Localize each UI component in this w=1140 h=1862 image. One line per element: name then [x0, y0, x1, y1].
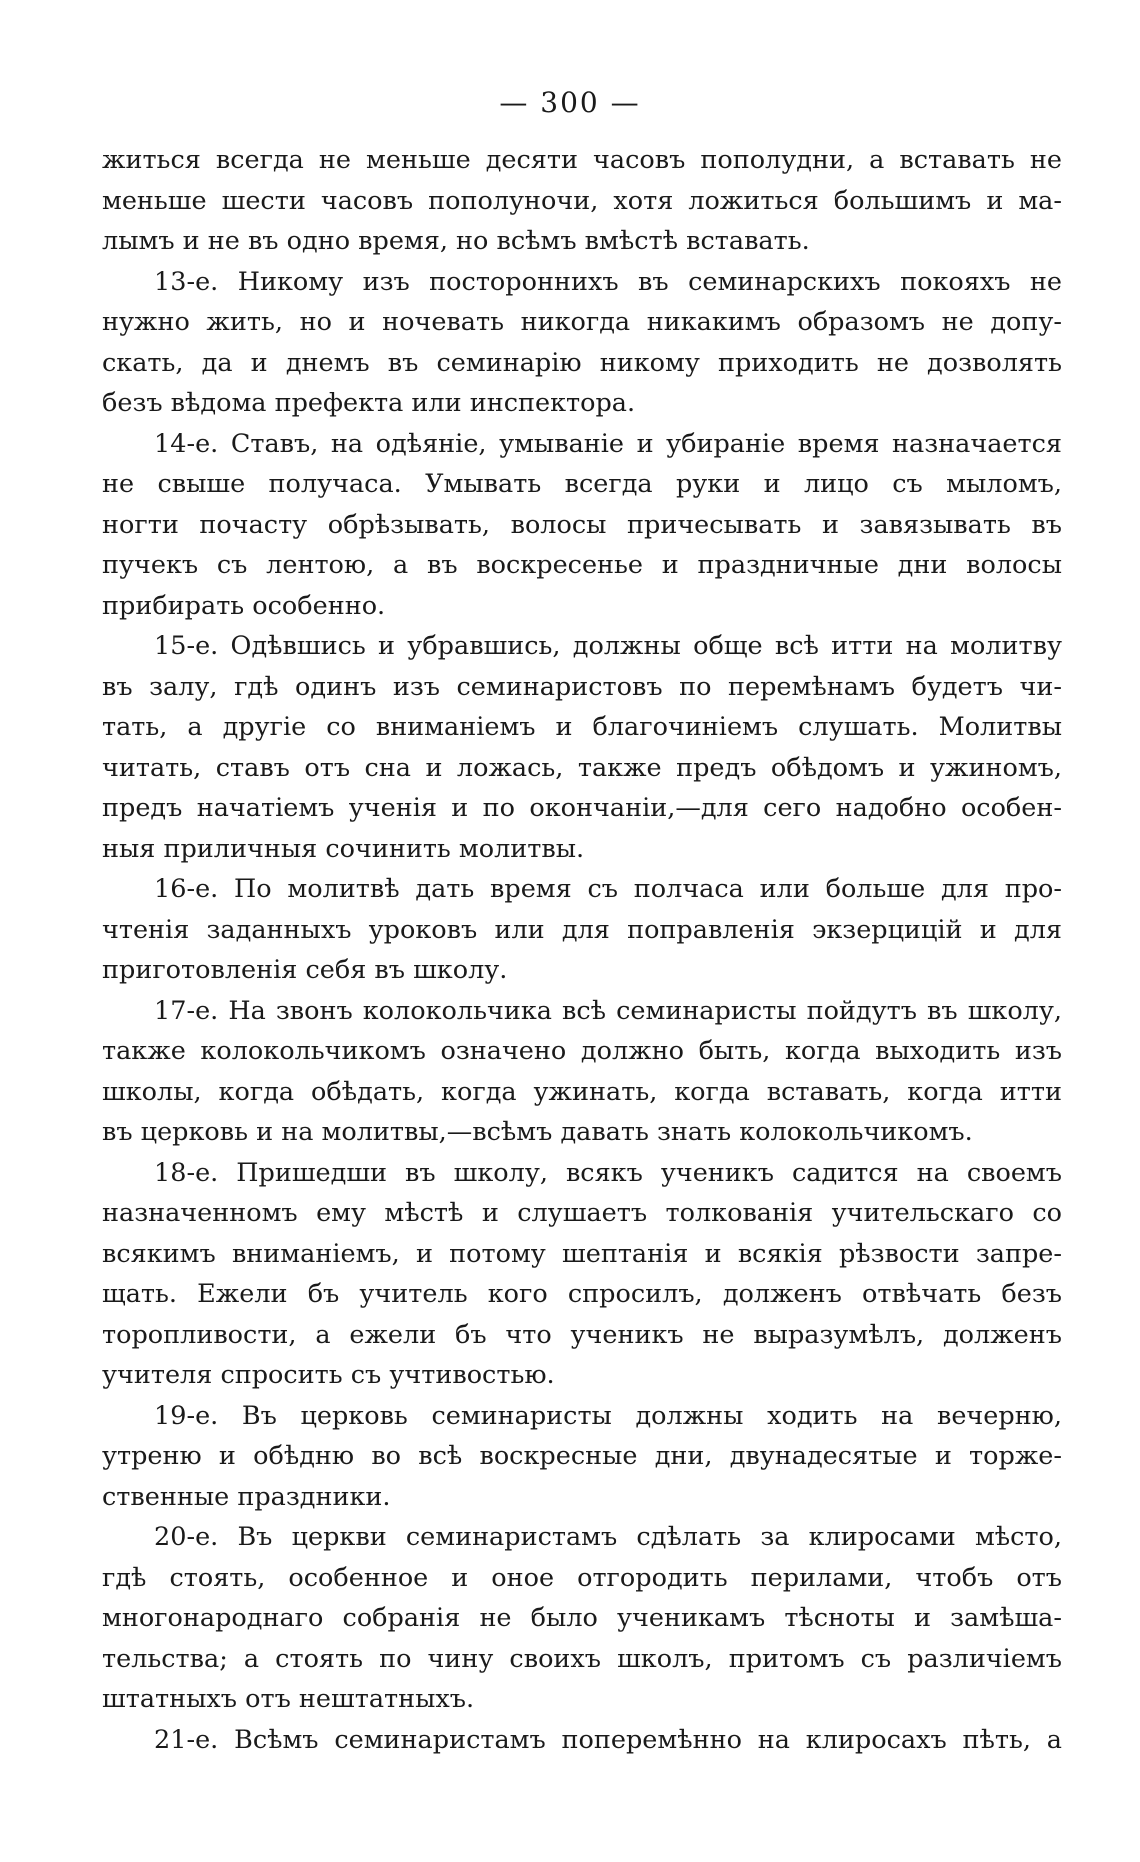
text-line: также колокольчикомъ означено должно быть, когда выходить изъ — [102, 1036, 1062, 1066]
text-line: 18-е. Пришедши въ школу, всякъ ученикъ садится на своемъ — [154, 1157, 1062, 1188]
text-line: утреню и обѣдню во всѣ воскресные дни, двунадесятые и торже- — [102, 1441, 1062, 1471]
page-number: — 300 — — [499, 86, 641, 119]
text-line: щать. Ежели бъ учитель кого спросилъ, долженъ отвѣчать безъ — [102, 1279, 1062, 1309]
text-line: многонароднаго собранія не было ученикамъ тѣсноты и замѣша- — [102, 1603, 1062, 1633]
text-line: читать, ставъ отъ сна и ложась, также предъ обѣдомъ и ужиномъ, — [102, 752, 1062, 783]
text-line: приготовленія себя въ школу. — [102, 955, 508, 985]
text-line: гдѣ стоять, особенное и оное отгородить перилами, чтобъ отъ — [102, 1562, 1062, 1593]
text-line: скать, да и днемъ въ семинарію никому приходить не дозволять — [102, 347, 1062, 378]
text-line: ныя приличныя сочинить молитвы. — [102, 833, 585, 864]
text-line: меньше шести часовъ пополуночи, хотя ложиться большимъ и ма- — [102, 185, 1062, 216]
text-line: въ церковь и на молитвы,—всѣмъ давать знать колокольчикомъ. — [102, 1117, 973, 1147]
text-line: прибирать особенно. — [102, 590, 386, 621]
text-line: назначенномъ ему мѣстѣ и слушаетъ толкованія учительскаго со — [102, 1198, 1062, 1228]
text-line: 20-е. Въ церкви семинаристамъ сдѣлать за клиросами мѣсто, — [154, 1522, 1062, 1552]
text-line: учителя спросить съ учтивостью. — [102, 1360, 555, 1390]
text-line: безъ вѣдома префекта или инспектора. — [102, 388, 636, 418]
text-line: нужно жить, но и ночевать никогда никакимъ образомъ не допу- — [102, 307, 1062, 337]
text-line: 13-е. Никому изъ постороннихъ въ семинарскихъ покояхъ не — [154, 266, 1062, 297]
text-line: 16-е. По молитвѣ дать время съ полчаса или больше для про- — [154, 874, 1062, 904]
text-line: торопливости, а ежели бъ что ученикъ не выразумѣлъ, долженъ — [102, 1319, 1062, 1350]
body-text — [102, 140, 1062, 1760]
text-line: ственные праздники. — [102, 1481, 391, 1512]
text-line: 17-е. На звонъ колокольчика всѣ семинаристы пойдутъ въ школу, — [154, 995, 1062, 1026]
text-line: ногти почасту обрѣзывать, волосы причесывать и завязывать въ — [102, 509, 1062, 540]
text-line: 14-е. Ставъ, на одѣяніе, умываніе и убираніе время назначается — [154, 428, 1062, 459]
text-line: 19-е. Въ церковь семинаристы должны ходить на вечерню, — [154, 1400, 1062, 1431]
text-line: лымъ и не въ одно время, но всѣмъ вмѣстѣ вставать. — [102, 226, 810, 256]
text-line: житься всегда не меньше десяти часовъ пополудни, а вставать не — [102, 145, 1062, 175]
text-line: школы, когда обѣдать, когда ужинать, когда вставать, когда итти — [102, 1076, 1062, 1107]
text-line: всякимъ вниманіемъ, и потому шептанія и всякія рѣзвости запре- — [102, 1238, 1062, 1269]
text-line: предъ начатіемъ ученія и по окончаніи,—для сего надобно особен- — [102, 793, 1062, 823]
text-line: 21-е. Всѣмъ семинаристамъ поперемѣнно на клиросахъ пѣть, а — [154, 1724, 1062, 1755]
text-line: не свыше получаса. Умывать всегда руки и лицо съ мыломъ, — [102, 469, 1062, 499]
text-line: чтенія заданныхъ уроковъ или для поправленія экзерцицій и для — [102, 914, 1062, 945]
text-line: пучекъ съ лентою, а въ воскресенье и праздничные дни волосы — [102, 550, 1062, 580]
text-line: штатныхъ отъ нештатныхъ. — [102, 1684, 475, 1714]
text-line: тельства; а стоять по чину своихъ школъ, притомъ съ различіемъ — [102, 1643, 1062, 1674]
text-line: 15-е. Одѣвшись и убравшись, должны обще всѣ итти на молитву — [154, 631, 1062, 661]
text-line: въ залу, гдѣ одинъ изъ семинаристовъ по перемѣнамъ будетъ чи- — [102, 671, 1062, 702]
text-line: тать, а другіе со вниманіемъ и благочиніемъ слушать. Молитвы — [102, 712, 1062, 742]
